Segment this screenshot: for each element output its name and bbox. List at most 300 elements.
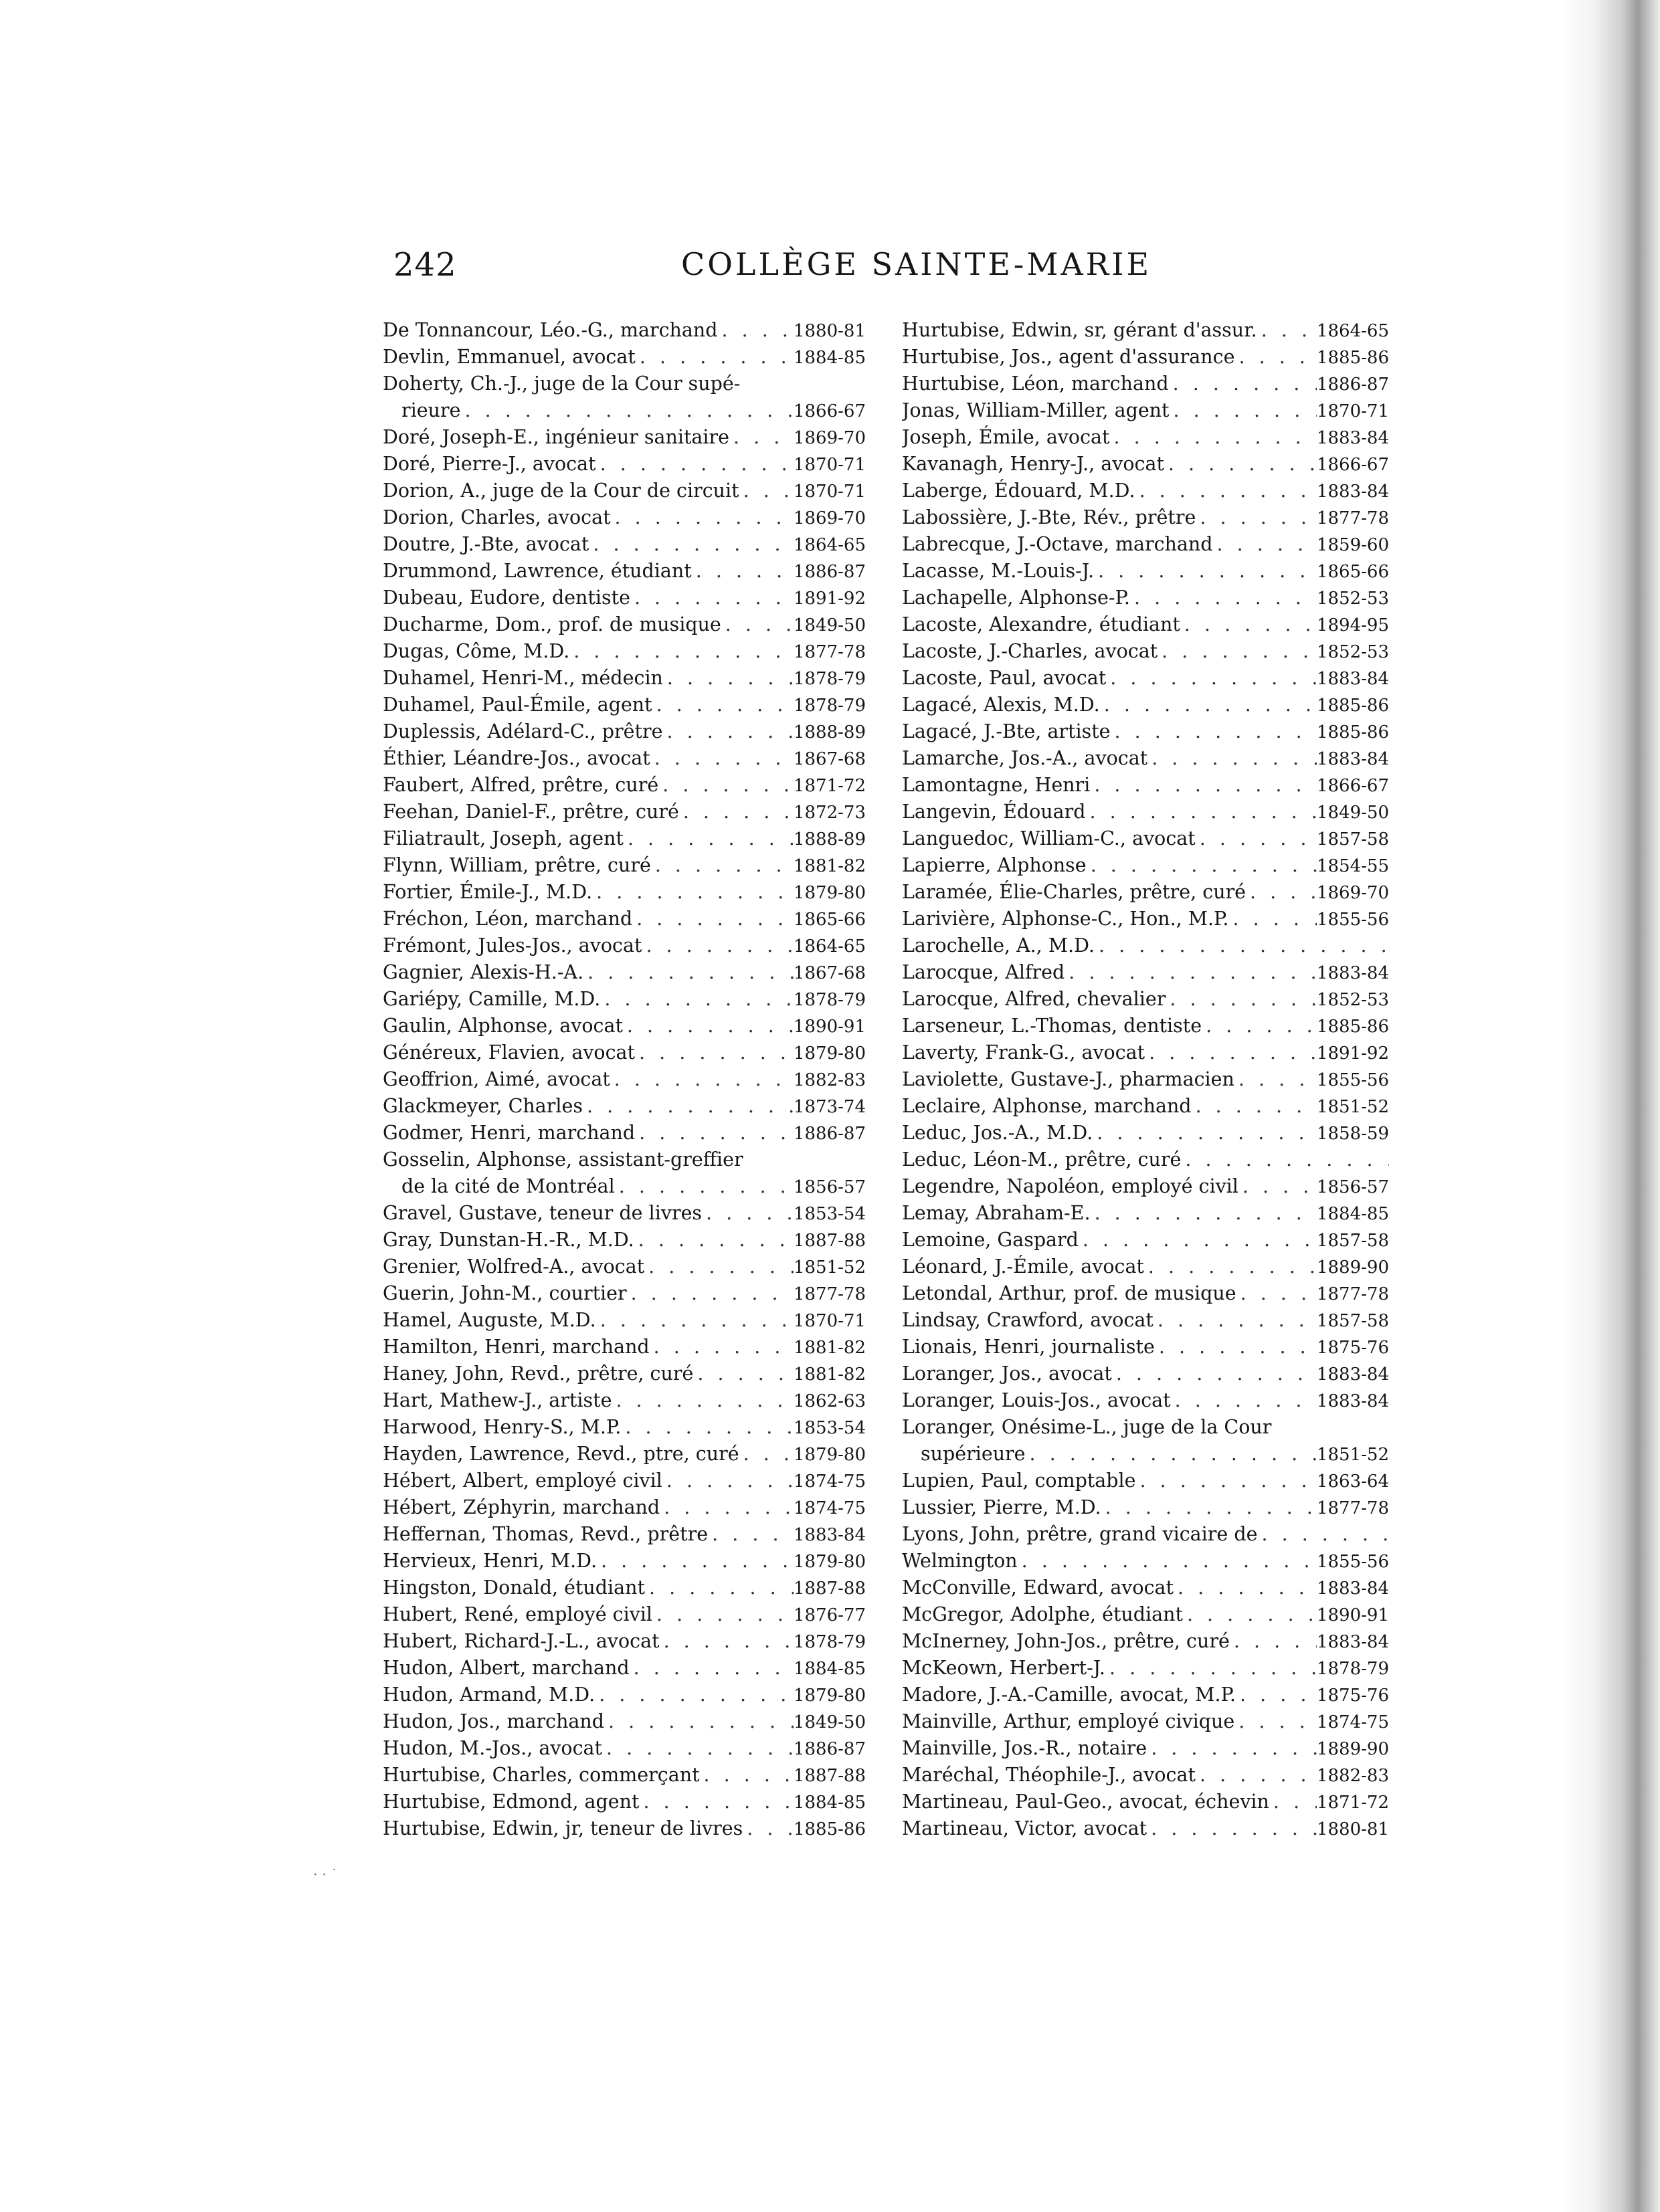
- dot-leader: [1130, 585, 1317, 611]
- entry-name: Grenier, Wolfred-A., avocat: [383, 1255, 645, 1278]
- entry-name: Lacasse, M.-Louis-J.: [902, 560, 1095, 582]
- register-entry: [902, 1708, 1389, 1735]
- entry-years: 1889-90: [1316, 1739, 1389, 1759]
- entry-name: Lussier, Pierre, M.D.: [902, 1496, 1101, 1518]
- register-entry: [902, 825, 1389, 852]
- register-entry: [902, 718, 1389, 745]
- entry-years: 1882-83: [1316, 1766, 1389, 1786]
- register-entry: [383, 558, 866, 585]
- register-entry: [902, 478, 1389, 504]
- register-entry: [902, 1066, 1389, 1093]
- entry-years: 1878-79: [793, 696, 866, 716]
- entry-years: 1879-80: [793, 1686, 866, 1706]
- entry-years: 1849-50: [793, 615, 866, 635]
- entry-years: 1886-87: [793, 1739, 866, 1759]
- dot-leader: [1112, 1361, 1317, 1387]
- entry-years: 1869-70: [793, 428, 866, 448]
- dot-leader: [1135, 478, 1317, 504]
- register-entry: [902, 1039, 1389, 1066]
- register-entry: [383, 932, 866, 959]
- dot-leader: [1026, 1441, 1317, 1468]
- dot-leader: [1170, 397, 1317, 424]
- entry-name: Fortier, Émile-J., M.D.: [383, 881, 593, 903]
- dot-leader: [650, 745, 794, 772]
- entry-years: 1870-71: [1316, 401, 1389, 421]
- entry-years: 1855-56: [1316, 1070, 1389, 1090]
- entry-name: Loranger, Onésime-L., juge de la Cour: [902, 1416, 1272, 1438]
- register-entry: [902, 1521, 1389, 1548]
- entry-years: 1865-66: [793, 910, 866, 930]
- entry-name: Hébert, Albert, employé civil: [383, 1470, 662, 1492]
- dot-leader: [1111, 718, 1317, 745]
- entry-name: McInerney, John-Jos., prêtre, curé: [902, 1630, 1230, 1652]
- register-entry: [383, 986, 866, 1013]
- entry-years: 1870-71: [793, 482, 866, 502]
- dot-leader: [1236, 1280, 1317, 1307]
- entry-name: Doutre, J.-Bte, avocat: [383, 533, 589, 555]
- dot-leader: [1171, 1387, 1317, 1414]
- register-entry: [383, 504, 866, 531]
- entry-years: 1883-84: [1316, 963, 1389, 983]
- register-entry: [902, 504, 1389, 531]
- register-entry: [902, 1280, 1389, 1307]
- register-entry: [902, 531, 1389, 558]
- entry-years: 1849-50: [1316, 803, 1389, 823]
- register-entry: [902, 1200, 1389, 1227]
- entry-years: 1869-70: [1316, 883, 1389, 903]
- register-entry: [902, 772, 1389, 799]
- dot-leader: [635, 1120, 794, 1146]
- dot-leader: [721, 611, 794, 638]
- dot-leader: [729, 424, 794, 451]
- entry-name: Larocque, Alfred, chevalier: [902, 988, 1166, 1010]
- print-specks: ⋅ ⋅ ˙: [313, 1866, 338, 1882]
- register-entry: [902, 344, 1389, 371]
- dot-leader: [1257, 1521, 1389, 1548]
- dot-leader: [645, 1575, 794, 1601]
- entry-years: 1865-66: [1316, 562, 1389, 582]
- entry-years: 1859-60: [1316, 535, 1389, 555]
- entry-name: Généreux, Flavien, avocat: [383, 1041, 635, 1064]
- register-entry: [383, 344, 866, 371]
- dot-leader: [660, 1628, 794, 1655]
- entry-years: 1885-86: [793, 1819, 866, 1839]
- entry-name: Devlin, Emmanuel, avocat: [383, 346, 636, 368]
- register-entry: [902, 1146, 1389, 1173]
- register-entry: [383, 1655, 866, 1682]
- register-entry: [383, 1013, 866, 1039]
- dot-leader: [583, 959, 794, 986]
- dot-leader: [658, 772, 794, 799]
- register-entry: [383, 1146, 866, 1173]
- entry-name: Feehan, Daniel-F., prêtre, curé: [383, 801, 679, 823]
- register-entry: [383, 1789, 866, 1815]
- dot-leader: [1106, 665, 1317, 692]
- entry-years: 1890-91: [1316, 1605, 1389, 1625]
- entry-years: 1851-52: [1316, 1445, 1389, 1465]
- entry-name: Hudon, Jos., marchand: [383, 1710, 605, 1732]
- register-entry: [383, 451, 866, 478]
- register-entry: [383, 1575, 866, 1601]
- entry-years: 1869-70: [793, 508, 866, 528]
- entry-years: 1891-92: [793, 589, 866, 609]
- dot-leader: [1196, 504, 1317, 531]
- entry-name: rieure: [401, 399, 461, 421]
- dot-leader: [1018, 1548, 1317, 1575]
- entry-years: 1883-84: [1316, 749, 1389, 769]
- dot-leader: [652, 1601, 794, 1628]
- entry-years: 1875-76: [1316, 1686, 1389, 1706]
- entry-name: Dubeau, Eudore, dentiste: [383, 587, 630, 609]
- dot-leader: [460, 397, 794, 424]
- dot-leader: [1100, 692, 1317, 718]
- entry-name: Hurtubise, Edwin, sr, gérant d'assur.: [902, 319, 1257, 341]
- dot-leader: [1154, 1307, 1317, 1334]
- register-entry: [902, 1548, 1389, 1575]
- entry-years: 1866-67: [793, 401, 866, 421]
- entry-name: Hudon, M.-Jos., avocat: [383, 1737, 603, 1759]
- entry-name: Madore, J.-A.-Camille, avocat, M.P.: [902, 1684, 1236, 1706]
- entry-years: 1890-91: [793, 1017, 866, 1037]
- dot-leader: [1169, 371, 1317, 397]
- entry-years: 1852-53: [1316, 642, 1389, 662]
- register-entry: [902, 585, 1389, 611]
- register-entry: [383, 424, 866, 451]
- dot-leader: [1079, 1227, 1317, 1253]
- entry-years: 1874-75: [793, 1472, 866, 1492]
- entry-years: 1853-54: [793, 1204, 866, 1224]
- dot-leader: [611, 504, 794, 531]
- entry-years: 1851-52: [1316, 1097, 1389, 1117]
- register-entry: [902, 1789, 1389, 1815]
- dot-leader: [1101, 1494, 1317, 1521]
- entry-name: Jonas, William-Miller, agent: [902, 399, 1170, 421]
- dot-leader: [612, 1387, 794, 1414]
- register-entry: [383, 1387, 866, 1414]
- entry-name: Heffernan, Thomas, Revd., prêtre: [383, 1523, 709, 1545]
- entry-name: Hart, Mathew-J., artiste: [383, 1389, 612, 1411]
- entry-name: Lagacé, Alexis, M.D.: [902, 694, 1100, 716]
- register-entry: [902, 1815, 1389, 1842]
- dot-leader: [624, 825, 794, 852]
- dot-leader: [1105, 1655, 1317, 1682]
- entry-years: 1881-82: [793, 856, 866, 876]
- dot-leader: [634, 1227, 794, 1253]
- dot-leader: [1183, 1601, 1317, 1628]
- entry-name: Hurtubise, Edwin, jr, teneur de livres: [383, 1817, 743, 1839]
- entry-name: Doré, Pierre-J., avocat: [383, 453, 596, 475]
- dot-leader: [1147, 745, 1317, 772]
- entry-name: Éthier, Léandre-Jos., avocat: [383, 747, 650, 769]
- right-column: [902, 317, 1389, 1842]
- entry-years: 1875-76: [1316, 1338, 1389, 1358]
- register-entry: [383, 1039, 866, 1066]
- register-entry: [902, 1735, 1389, 1762]
- entry-name: Loranger, Jos., avocat: [902, 1363, 1112, 1385]
- dot-leader: [1234, 1708, 1317, 1735]
- dot-leader: [1147, 1735, 1317, 1762]
- register-entry: [383, 1548, 866, 1575]
- entry-years: 1894-95: [1316, 615, 1389, 635]
- dot-leader: [662, 1468, 794, 1494]
- register-entry: [902, 799, 1389, 825]
- entry-name: McKeown, Herbert-J.: [902, 1657, 1105, 1679]
- entry-name: Dorion, Charles, avocat: [383, 506, 611, 528]
- register-entry: [902, 1414, 1389, 1441]
- entry-name: Hurtubise, Charles, commerçant: [383, 1764, 700, 1786]
- entry-name: Duhamel, Paul-Émile, agent: [383, 694, 652, 716]
- entry-name: Lindsay, Crawford, avocat: [902, 1309, 1154, 1331]
- dot-leader: [708, 1521, 794, 1548]
- register-entry: [902, 852, 1389, 879]
- dot-leader: [635, 1039, 794, 1066]
- register-entry: [383, 1200, 866, 1227]
- entry-name: Frémont, Jules-Jos., avocat: [383, 934, 642, 957]
- register-entry: [383, 1120, 866, 1146]
- entry-years: 1883-84: [1316, 482, 1389, 502]
- dot-leader: [596, 1307, 794, 1334]
- entry-name: Hayden, Lawrence, Revd., ptre, curé: [383, 1443, 739, 1465]
- entry-name: Hurtubise, Léon, marchand: [902, 373, 1169, 395]
- dot-leader: [1246, 879, 1317, 906]
- register-entry: [383, 1762, 866, 1789]
- register-entry: [902, 1682, 1389, 1708]
- entry-name: Loranger, Louis-Jos., avocat: [902, 1389, 1171, 1411]
- register-entry: [383, 1173, 866, 1200]
- entry-name: Doherty, Ch.-J., juge de la Cour supé-: [383, 373, 741, 395]
- entry-years: 1889-90: [1316, 1258, 1389, 1278]
- register-entry: [902, 932, 1389, 959]
- dot-leader: [644, 1253, 794, 1280]
- entry-years: 1878-79: [793, 669, 866, 689]
- entry-years: 1857-58: [1316, 1231, 1389, 1251]
- entry-name: Gaulin, Alphonse, avocat: [383, 1015, 623, 1037]
- entry-years: 1855-56: [1316, 910, 1389, 930]
- register-entry: [383, 718, 866, 745]
- register-entry: [902, 397, 1389, 424]
- register-entry: [383, 745, 866, 772]
- entry-name: Leduc, Léon-M., prêtre, curé: [902, 1148, 1182, 1171]
- entry-name: Godmer, Henri, marchand: [383, 1122, 636, 1144]
- entry-name: Larocque, Alfred: [902, 961, 1065, 983]
- entry-name: Larseneur, L.-Thomas, dentiste: [902, 1015, 1202, 1037]
- register-entry: [902, 959, 1389, 986]
- register-entry: [902, 1253, 1389, 1280]
- entry-years: 1877-78: [1316, 1498, 1389, 1518]
- dot-leader: [1094, 558, 1317, 585]
- entry-years: 1887-88: [793, 1766, 866, 1786]
- entry-name: Laramée, Élie-Charles, prêtre, curé: [902, 881, 1247, 903]
- entry-years: 1852-53: [1316, 990, 1389, 1010]
- register-entry: [383, 879, 866, 906]
- register-entry: [902, 665, 1389, 692]
- dot-leader: [1234, 1066, 1317, 1093]
- entry-name: Legendre, Napoléon, employé civil: [902, 1175, 1238, 1197]
- entry-years: 1883-84: [1316, 1579, 1389, 1599]
- dot-leader: [589, 531, 794, 558]
- entry-years: 1880-81: [793, 321, 866, 341]
- register-entry: [383, 852, 866, 879]
- dot-leader: [679, 799, 794, 825]
- entry-years: 1853-54: [793, 1418, 866, 1438]
- dot-leader: [1230, 1628, 1317, 1655]
- dot-leader: [1147, 1815, 1317, 1842]
- entry-name: Filiatrault, Joseph, agent: [383, 827, 624, 849]
- entry-years: 1867-68: [793, 963, 866, 983]
- entry-name: Guerin, John-M., courtier: [383, 1282, 627, 1304]
- entry-name: Lemay, Abraham-E.: [902, 1202, 1091, 1224]
- dot-leader: [583, 1093, 794, 1120]
- entry-name: Hurtubise, Jos., agent d'assurance: [902, 346, 1235, 368]
- register-entry: [902, 1628, 1389, 1655]
- dot-leader: [739, 1441, 794, 1468]
- register-entry: [383, 585, 866, 611]
- dot-leader: [623, 1013, 794, 1039]
- entry-years: 1881-82: [793, 1365, 866, 1385]
- register-entry: [902, 1173, 1389, 1200]
- entry-name: Dugas, Côme, M.D.: [383, 640, 570, 662]
- dot-leader: [652, 692, 794, 718]
- dot-leader: [1236, 1682, 1317, 1708]
- entry-years: 1864-65: [793, 535, 866, 555]
- entry-years: 1874-75: [1316, 1712, 1389, 1732]
- entry-years: 1858-59: [1316, 1124, 1389, 1144]
- entry-name: Hubert, Richard-J.-L., avocat: [383, 1630, 660, 1652]
- entry-years: 1851-52: [793, 1258, 866, 1278]
- entry-years: 1879-80: [793, 1445, 866, 1465]
- entry-name: McConville, Edward, avocat: [902, 1577, 1174, 1599]
- entry-name: Haney, John, Revd., prêtre, curé: [383, 1363, 694, 1385]
- entry-name: Hurtubise, Edmond, agent: [383, 1791, 640, 1813]
- dot-leader: [1196, 825, 1317, 852]
- entry-years: 1885-86: [1316, 722, 1389, 742]
- entry-years: 1883-84: [793, 1525, 866, 1545]
- register-entry: [383, 531, 866, 558]
- entry-name: Lamarche, Jos.-A., avocat: [902, 747, 1148, 769]
- entry-name: Langevin, Édouard: [902, 801, 1086, 823]
- register-entry: [902, 371, 1389, 397]
- dot-leader: [600, 986, 794, 1013]
- entry-name: Gray, Dunstan-H.-R., M.D.: [383, 1229, 634, 1251]
- register-entry: [902, 692, 1389, 718]
- register-entry: [902, 1307, 1389, 1334]
- entry-name: Hébert, Zéphyrin, marchand: [383, 1496, 660, 1518]
- entry-years: 1856-57: [1316, 1177, 1389, 1197]
- dot-leader: [718, 317, 794, 344]
- dot-leader: [630, 585, 794, 611]
- dot-leader: [1202, 1013, 1317, 1039]
- entry-name: Gariépy, Camille, M.D.: [383, 988, 601, 1010]
- register-entry: [902, 424, 1389, 451]
- entry-name: Glackmeyer, Charles: [383, 1095, 583, 1117]
- entry-name: de la cité de Montréal: [401, 1175, 615, 1197]
- entry-name: Languedoc, William-C., avocat: [902, 827, 1196, 849]
- entry-years: 1877-78: [793, 1284, 866, 1304]
- page-number: 242: [393, 246, 457, 284]
- entry-years: 1881-82: [793, 1338, 866, 1358]
- entry-name: Maréchal, Théophile-J., avocat: [902, 1764, 1196, 1786]
- entry-name: Drummond, Lawrence, étudiant: [383, 560, 692, 582]
- register-entry: [383, 1601, 866, 1628]
- entry-name: supérieure: [921, 1443, 1026, 1465]
- register-entry: [902, 558, 1389, 585]
- register-entry: [383, 1334, 866, 1361]
- register-entry: [902, 1762, 1389, 1789]
- dot-leader: [639, 1789, 793, 1815]
- entry-years: 1886-87: [793, 562, 866, 582]
- entry-name: Martineau, Victor, avocat: [902, 1817, 1147, 1839]
- register-entry: [383, 1735, 866, 1762]
- entry-name: Martineau, Paul-Geo., avocat, échevin: [902, 1791, 1269, 1813]
- entry-years: 1871-72: [1316, 1793, 1389, 1813]
- entry-years: 1883-84: [1316, 1365, 1389, 1385]
- entry-years: 1864-65: [1316, 321, 1389, 341]
- entry-years: 1883-84: [1316, 1632, 1389, 1652]
- entry-name: Duplessis, Adélard-C., prêtre: [383, 720, 663, 742]
- dot-leader: [1090, 772, 1317, 799]
- dot-leader: [569, 638, 794, 665]
- register-entry: [383, 799, 866, 825]
- dot-leader: [1155, 1334, 1317, 1361]
- register-entry: [383, 1361, 866, 1387]
- entry-years: 1886-87: [1316, 375, 1389, 395]
- entry-years: 1876-77: [793, 1605, 866, 1625]
- entry-name: Ducharme, Dom., prof. de musique: [383, 613, 721, 635]
- dot-leader: [1213, 531, 1317, 558]
- register-entry: [383, 397, 866, 424]
- register-entry: [383, 1494, 866, 1521]
- entry-years: 1849-50: [793, 1712, 866, 1732]
- entry-name: Labrecque, J.-Octave, marchand: [902, 533, 1213, 555]
- register-entry: [902, 1013, 1389, 1039]
- register-entry: [902, 1120, 1389, 1146]
- entry-name: Letondal, Arthur, prof. de musique: [902, 1282, 1236, 1304]
- entry-name: Flynn, William, prêtre, curé: [383, 854, 651, 876]
- register-entry: [902, 1494, 1389, 1521]
- entry-years: 1874-75: [793, 1498, 866, 1518]
- register-entry: [383, 478, 866, 504]
- dot-leader: [1093, 1120, 1317, 1146]
- entry-years: 1872-73: [793, 803, 866, 823]
- entry-name: Lacoste, J.-Charles, avocat: [902, 640, 1158, 662]
- entry-name: Laberge, Édouard, M.D.: [902, 480, 1135, 502]
- entry-name: Hubert, René, employé civil: [383, 1603, 653, 1625]
- entry-name: Larivière, Alphonse-C., Hon., M.P.: [902, 908, 1229, 930]
- entry-name: Lachapelle, Alphonse-P.: [902, 587, 1130, 609]
- dot-leader: [602, 1735, 794, 1762]
- entry-years: 1884-85: [793, 1793, 866, 1813]
- dot-leader: [1091, 1200, 1317, 1227]
- entry-years: 1878-79: [1316, 1659, 1389, 1679]
- entry-name: Dorion, A., juge de la Cour de circuit: [383, 480, 739, 502]
- dot-leader: [627, 1280, 794, 1307]
- dot-leader: [650, 1334, 794, 1361]
- dot-leader: [660, 1494, 794, 1521]
- register-entry: [902, 1441, 1389, 1468]
- dot-leader: [632, 906, 794, 932]
- dot-leader: [642, 932, 794, 959]
- entry-years: 1870-71: [793, 1311, 866, 1331]
- dot-leader: [1166, 986, 1317, 1013]
- register-entry: [902, 1601, 1389, 1628]
- entry-years: 1887-88: [793, 1231, 866, 1251]
- dot-leader: [1164, 451, 1317, 478]
- register-entry: [383, 371, 866, 397]
- dot-leader: [1087, 852, 1317, 879]
- entry-name: Lupien, Paul, comptable: [902, 1470, 1136, 1492]
- register-entry: [902, 1361, 1389, 1387]
- dot-leader: [592, 879, 794, 906]
